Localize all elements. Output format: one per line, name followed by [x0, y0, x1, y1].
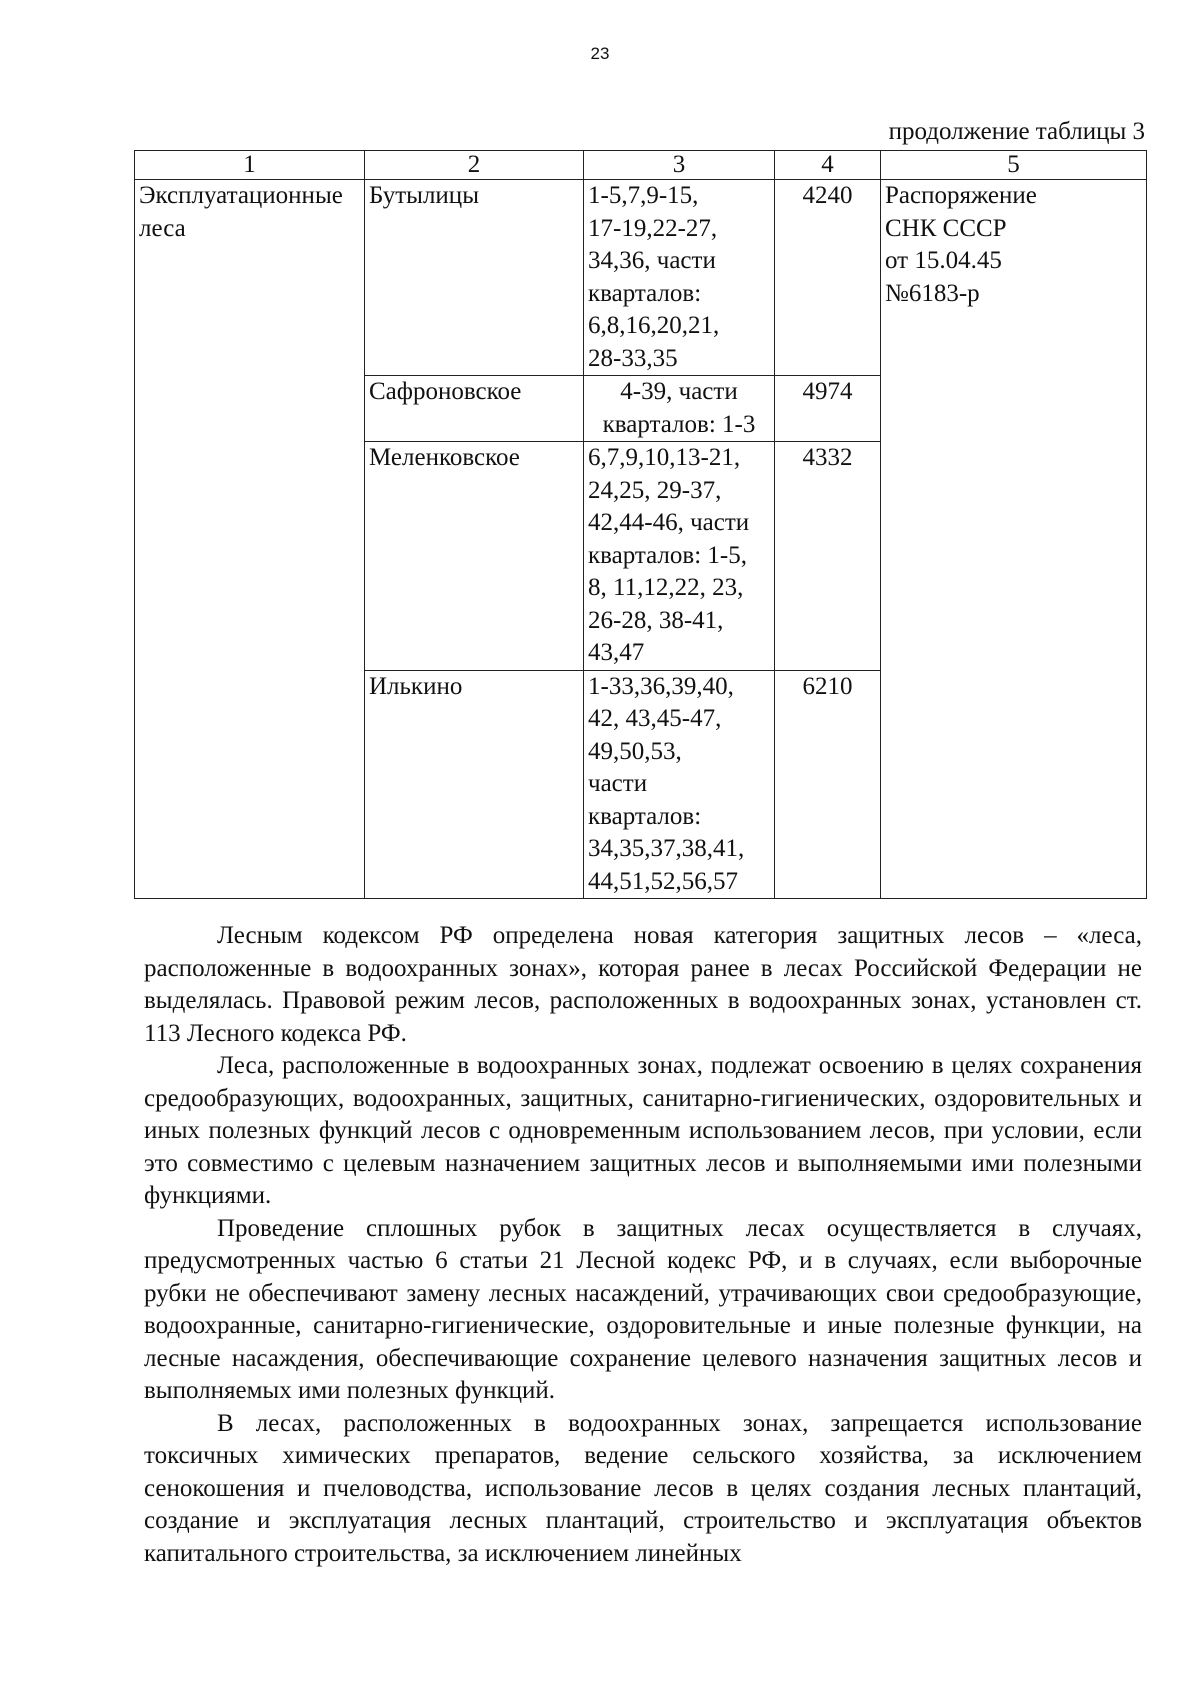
table-row [135, 180, 1147, 376]
table-header-row [135, 151, 1147, 180]
forestry-name-cell: Меленковское [365, 442, 584, 671]
forestry-name-cell: Бутылицы [365, 180, 584, 376]
header-cell: 1 [135, 151, 365, 180]
table-caption: продолжение таблицы 3 [888, 118, 1145, 145]
quarters-cell: 6,7,9,10,13-21, 24,25, 29-37, 42,44-46, части кварталов: 1-5, 8, 11,12,22, 23, 26-28, 38-41, 43,47 [584, 442, 775, 671]
body-text [144, 920, 1142, 1570]
area-cell: 4332 [775, 442, 881, 671]
paragraph: Лесным кодексом РФ определена новая категория защитных лесов – «леса, расположенные в водоохранных зонах», которая ранее в лесах Российской Федерации не выделялась. Правовой режим лесов, расположенных в водоохранных зонах, установлен ст. 113 Лесного кодекса РФ. [144, 922, 1142, 1047]
area-cell: 4240 [775, 180, 881, 376]
header-cell: 4 [775, 151, 881, 180]
header-cell: 5 [881, 151, 1147, 180]
header-cell: 3 [584, 151, 775, 180]
legal-document-cell: Распоряжение СНК СССР от 15.04.45 №6183-р [881, 180, 1147, 899]
paragraph: В лесах, расположенных в водоохранных зонах, запрещается использование токсичных химических препаратов, ведение сельского хозяйства, за исключением сенокошения и пчеловодства, использование лесов в целях создания лесных плантаций, создание и эксплуатация лесных плантаций, строительство и эксплуатация объектов капитального строительства, за исключением линейных [144, 1409, 1142, 1567]
forestry-name-cell: Илькино [365, 670, 584, 899]
quarters-cell: 1-33,36,39,40, 42, 43,45-47, 49,50,53, части кварталов: 34,35,37,38,41, 44,51,52,56,57 [584, 670, 775, 899]
page-number: 23 [590, 44, 610, 63]
forest-category-cell: Эксплуатационные леса [135, 180, 365, 899]
area-cell: 4974 [775, 376, 881, 442]
forestry-name-cell: Сафроновское [365, 376, 584, 442]
paragraph: Проведение сплошных рубок в защитных лесах осуществляется в случаях, предусмотренных частью 6 статьи 21 Лесной кодекс РФ, и в случаях, если выборочные рубки не обеспечивают замену лесных насаждений, утрачивающих свои средообразующие, водоохранные, санитарно-гигиенические, оздоровительные и иные полезные функции, на лесные насаждения, обеспечивающие сохранение целевого назначения защитных лесов и выполняемых ими полезных функций. [144, 1214, 1142, 1404]
paragraph: Леса, расположенные в водоохранных зонах, подлежат освоению в целях сохранения средообразующих, водоохранных, защитных, санитарно-гигиенических, оздоровительных и иных полезных функций лесов с одновременным использованием лесов, при условии, если это совместимо с целевым назначением защитных лесов и выполняемыми ими полезными функциями. [144, 1052, 1142, 1209]
header-cell: 2 [365, 151, 584, 180]
quarters-cell: 1-5,7,9-15, 17-19,22-27, 34,36, части кварталов: 6,8,16,20,21, 28-33,35 [584, 180, 775, 376]
quarters-cell: 4-39, части кварталов: 1-3 [584, 376, 775, 442]
forest-table [134, 150, 1147, 899]
area-cell: 6210 [775, 670, 881, 899]
